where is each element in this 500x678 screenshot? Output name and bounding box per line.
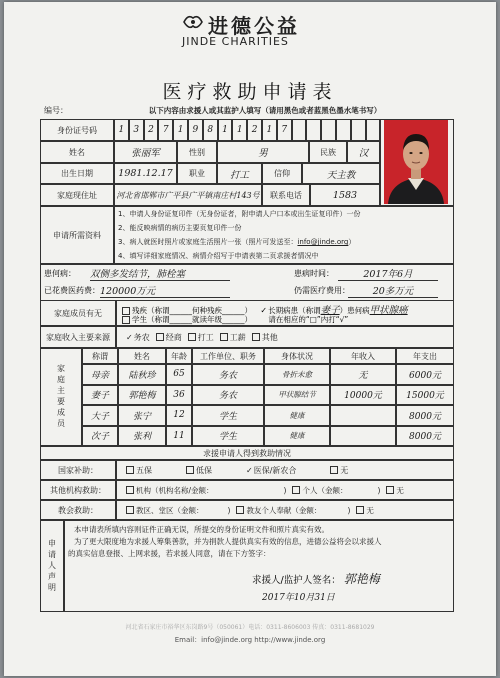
signature-value[interactable]: 郭艳梅: [343, 572, 380, 586]
income-source-options: [116, 326, 454, 348]
member-aid: 教友个人奉献（金额：: [246, 505, 322, 515]
member-expense[interactable]: 8000元: [396, 426, 454, 447]
chronic-disease-value[interactable]: 甲状腺癌: [369, 305, 408, 316]
national-aid-label: 国家补助：: [40, 460, 116, 480]
aid-insurance-check[interactable]: ✓: [246, 465, 253, 475]
members-header-cell: 称谓: [82, 348, 118, 364]
member-health[interactable]: 骨折未愈: [264, 364, 330, 385]
income-business: 经商: [165, 332, 182, 342]
aid-none-checkbox[interactable]: [330, 466, 338, 474]
footer-contact: Email：info@jinde.org http://www.jinde.org: [174, 636, 326, 644]
fill-instruction: 以下内容由求援人或其监护人填写（请用黑色或者蓝黑色墨水笔书写）: [148, 106, 382, 115]
income-other: 其他: [261, 332, 278, 342]
birth-label: 出生日期: [40, 163, 114, 184]
logo-english: JINDE CHARITIES: [182, 35, 289, 48]
declaration-side-label: 申请人声明: [40, 520, 64, 612]
aid-dibao-checkbox[interactable]: [186, 466, 194, 474]
member-job[interactable]: 务农: [192, 364, 264, 385]
aid-wubao-checkbox[interactable]: [126, 466, 134, 474]
member-rel[interactable]: 次子: [82, 426, 118, 447]
job-value[interactable]: 打工: [217, 163, 262, 184]
church-aid-label: 教会救助：: [40, 500, 116, 520]
materials-list: [114, 206, 454, 264]
id-digit[interactable]: 8: [203, 119, 218, 141]
member-name[interactable]: 张利: [118, 426, 166, 447]
phone-label: 联系电话: [262, 184, 310, 206]
address-value[interactable]: 河北省邯郸市广平县广平镇南庄村143号: [114, 184, 262, 206]
person-aid-checkbox[interactable]: [292, 486, 300, 494]
footer-address: 河北省石家庄市裕华区东岗路9号（050061）电话：0311-8606003 传真：0311-8681029: [125, 624, 375, 631]
name-label: 姓名: [40, 141, 114, 163]
income-other-checkbox[interactable]: [252, 333, 260, 341]
member-expense[interactable]: 15000元: [396, 385, 454, 406]
aid-wubao: 五保: [136, 465, 152, 475]
id-digit[interactable]: [321, 119, 336, 141]
member-age[interactable]: 12: [166, 405, 192, 426]
id-digit[interactable]: 9: [188, 119, 203, 141]
need-label: 仍需医疗费用：: [294, 286, 350, 295]
member-rel[interactable]: 妻子: [82, 385, 118, 406]
parish-aid: 教区、堂区（金额：: [136, 505, 204, 515]
income-labor-checkbox[interactable]: [188, 333, 196, 341]
member-income[interactable]: [330, 405, 396, 426]
id-digit[interactable]: [306, 119, 321, 141]
person-aid: 个人（金额：: [302, 485, 348, 495]
income-salary-checkbox[interactable]: [220, 333, 228, 341]
members-header-cell: 姓名: [118, 348, 166, 364]
materials-email[interactable]: info@jinde.org: [297, 238, 349, 246]
income-source-label: 家庭收入主要来源: [40, 326, 116, 348]
chronic-disease-label: 患何病: [347, 306, 370, 315]
faith-label: 信仰: [262, 163, 302, 184]
members-header-cell: 年龄: [166, 348, 192, 364]
signature-row: [252, 570, 380, 587]
members-header-cell: 年支出: [396, 348, 454, 364]
id-digit[interactable]: 1: [218, 119, 233, 141]
declaration-line-1: 本申请表所填内容则证件正确无误，所提交的身份证明文件和照片真实有效。: [74, 525, 329, 534]
member-rel[interactable]: 大子: [82, 405, 118, 426]
declaration-line-3: 的真实信息登报、上网求援，若求援人同意，请在下方签字：: [68, 549, 271, 558]
member-name[interactable]: 郭艳梅: [118, 385, 166, 406]
members-side-label: 家庭主要成员: [40, 348, 82, 446]
ethnicity-label: 民族: [309, 141, 347, 163]
materials-item-4: 4、填写详细家庭情况、病情介绍写于申请表第二页求援者情况中: [118, 252, 319, 260]
income-salary: 工薪: [229, 332, 246, 342]
other-aid-label: 其他机构救助：: [40, 480, 116, 500]
family-special-line-1: 残疾（称谓______何种残疾______） ✓长期病患（称谓妻子）患何病甲状腺癌: [116, 302, 408, 316]
chronic-relation[interactable]: 妻子: [320, 305, 340, 316]
disease-value[interactable]: 双侧多发结节，肺栓塞: [90, 266, 230, 281]
disease-label: 患何病：: [44, 269, 76, 278]
id-digit[interactable]: 1: [114, 119, 129, 141]
org-aid-checkbox[interactable]: [126, 486, 134, 494]
materials-item-2: 2、能反映病情的病历主要页复印件一份: [118, 224, 242, 232]
gender-value[interactable]: 男: [217, 141, 309, 163]
disability-option: 残疾（称谓______何种残疾______）: [132, 306, 252, 315]
address-label: 家庭现住址: [40, 184, 114, 206]
job-label: 职业: [177, 163, 217, 184]
income-business-checkbox[interactable]: [156, 333, 164, 341]
id-digit[interactable]: 7: [158, 119, 173, 141]
jinde-logo-icon: [182, 12, 204, 32]
member-income[interactable]: [330, 426, 396, 447]
aid-insurance: 医保/新农合: [253, 465, 297, 475]
org-aid: 机构（机构名称/金额：: [136, 485, 214, 495]
member-income[interactable]: 无: [330, 364, 396, 385]
chronic-option: 长期病患（称谓: [268, 306, 321, 315]
logo-chinese: 进德公益: [208, 14, 300, 38]
members-header-cell: 工作单位、职务: [192, 348, 264, 364]
ethnicity-value[interactable]: 汉: [347, 141, 380, 163]
member-rel[interactable]: 母亲: [82, 364, 118, 385]
id-digit[interactable]: 3: [129, 119, 144, 141]
church-none-checkbox[interactable]: [356, 506, 364, 514]
birth-value[interactable]: 1981.12.17: [114, 163, 177, 184]
parish-aid-checkbox[interactable]: [126, 506, 134, 514]
member-age[interactable]: 36: [166, 385, 192, 406]
member-age[interactable]: 11: [166, 426, 192, 447]
materials-item-3: 3、病人就医时照片或家庭生活照片一张（照片可发送至：info@jinde.org）: [118, 238, 356, 246]
income-farming: 务农: [133, 332, 150, 342]
aid-dibao: 低保: [196, 465, 212, 475]
form-title: 医疗救助申请表: [162, 81, 338, 103]
illness-date-label: 患病时间：: [294, 269, 334, 278]
gender-label: 性别: [177, 141, 217, 163]
members-header-cell: 年收入: [330, 348, 396, 364]
id-digit[interactable]: 1: [232, 119, 247, 141]
need-value[interactable]: 20多万元: [348, 283, 438, 298]
member-job[interactable]: 学生: [192, 405, 264, 426]
member-health[interactable]: 健康: [264, 426, 330, 447]
national-aid-options: [116, 460, 454, 480]
id-digit[interactable]: [336, 119, 351, 141]
income-labor: 打工: [197, 332, 214, 342]
member-age[interactable]: 65: [166, 364, 192, 385]
member-health[interactable]: 健康: [264, 405, 330, 426]
member-expense[interactable]: 6000元: [396, 364, 454, 385]
other-none: 无: [396, 485, 404, 495]
signature-label: 求援人/监护人签名：: [252, 575, 341, 586]
applicant-photo: [384, 120, 448, 204]
logo: [172, 10, 342, 52]
family-special-line-2: [116, 314, 348, 325]
member-name[interactable]: 张宁: [118, 405, 166, 426]
spent-value[interactable]: 120000万元: [100, 283, 230, 298]
faith-value[interactable]: 天主教: [302, 163, 380, 184]
spent-label: 已花费医药费：: [44, 286, 100, 295]
id-digit[interactable]: 1: [262, 119, 277, 141]
chronic-checkbox[interactable]: ✓: [260, 306, 268, 315]
check-hint: 请在相应的“□”内打“√”: [268, 315, 349, 324]
aid-none: 无: [340, 465, 349, 475]
other-aid-options: 机构（机构名称/金额： ) 个人（金额： ) 无: [116, 480, 454, 500]
id-digit[interactable]: 2: [247, 119, 262, 141]
illness-date-value[interactable]: 2017年6月: [338, 266, 438, 281]
id-digit[interactable]: [366, 119, 381, 141]
id-digit[interactable]: [292, 119, 307, 141]
id-number-label: 身份证号码: [40, 119, 114, 141]
materials-label: 申请所需资料: [40, 206, 114, 264]
members-header-cell: 身体状况: [264, 348, 330, 364]
member-health[interactable]: 甲状腺结节: [264, 385, 330, 406]
income-farming-check[interactable]: ✓: [126, 332, 133, 342]
materials-item-1: 1、申请人身份证复印件（无身份证者，附申请人户口本或出生证复印件）一份: [118, 210, 361, 218]
student-option: 学生（称谓______就读年级______）: [132, 315, 252, 324]
received-title: 求援申请人得到救助情况: [40, 446, 454, 460]
id-digit[interactable]: 7: [277, 119, 292, 141]
id-digit[interactable]: [351, 119, 366, 141]
member-job[interactable]: 学生: [192, 426, 264, 447]
church-aid-options: 教区、堂区（金额： ) 教友个人奉献（金额： ) 无: [116, 500, 454, 520]
name-value[interactable]: 张丽军: [114, 141, 177, 163]
member-income[interactable]: 10000元: [330, 385, 396, 406]
phone-value[interactable]: 1583: [310, 184, 380, 206]
member-job[interactable]: 务农: [192, 385, 264, 406]
family-special-label: 家庭成员有无: [40, 300, 116, 326]
declaration-line-2: 为了更大限度地为求援人筹集善款，并为捐款人提供真实有效的信息，进德公益将会以求援人: [74, 537, 382, 546]
other-none-checkbox[interactable]: [386, 486, 394, 494]
student-checkbox[interactable]: [122, 316, 130, 324]
id-digit[interactable]: 2: [144, 119, 159, 141]
member-expense[interactable]: 8000元: [396, 405, 454, 426]
church-none: 无: [366, 505, 374, 515]
member-aid-checkbox[interactable]: [236, 506, 244, 514]
serial-number-label: 编号：: [44, 106, 68, 115]
declaration-date[interactable]: 2017年10月31日: [262, 593, 335, 603]
member-name[interactable]: 陆秋珍: [118, 364, 166, 385]
application-form-sheet: [4, 2, 496, 676]
id-digit[interactable]: 1: [173, 119, 188, 141]
